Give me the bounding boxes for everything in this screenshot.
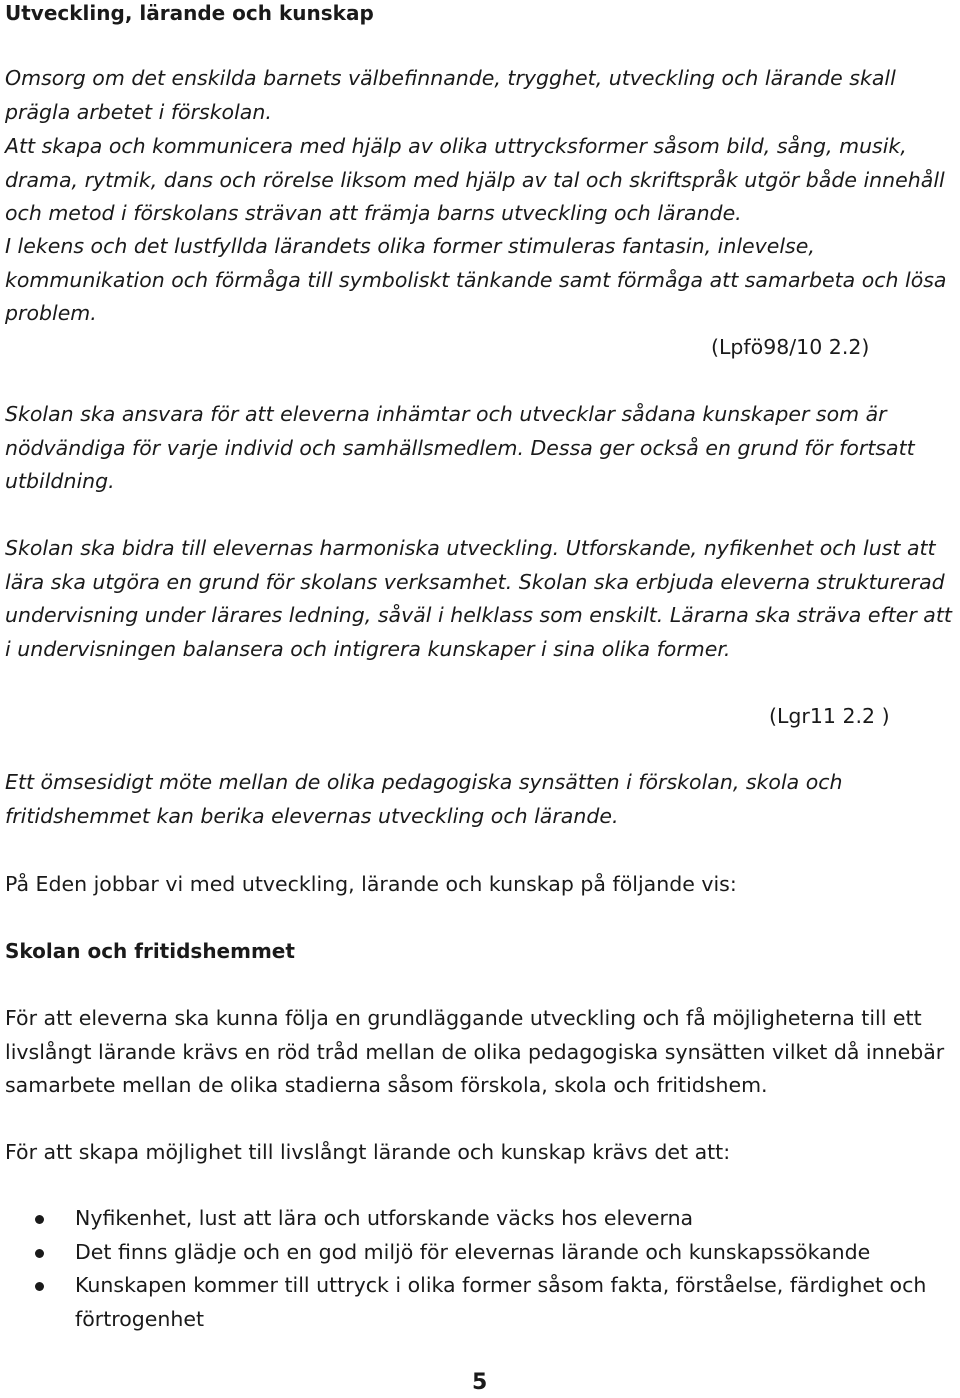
bullet-icon [35, 1282, 44, 1291]
shared-paragraph: Ett ömsesidigt möte mellan de olika pedagogiska synsätten i förskolan, skola och fritidshemmet kan berika elevernas utveckling och lärande. [5, 770, 843, 828]
list-item-text: Kunskapen kommer till uttryck i olika former såsom fakta, förståelse, färdighet och förtrogenhet [75, 1273, 927, 1331]
lpfo-reference: (Lpfö98/10 2.2) [711, 335, 870, 359]
list-item-text: Nyfikenhet, lust att lära och utforskande väcks hos eleverna [75, 1206, 694, 1230]
lgr-reference: (Lgr11 2.2 ) [769, 704, 890, 728]
list-item [5, 1202, 957, 1236]
section-paragraph: För att eleverna ska kunna följa en grundläggande utveckling och få möjligheterna till ett livslångt lärande krävs en röd tråd mellan de olika pedagogiska synsätten vilket då innebär samarbete mellan de olika stadierna såsom förskola, skola och fritidshem. [5, 1006, 945, 1097]
list-item-text: Det finns glädje och en god miljö för elevernas lärande och kunskapssökande [75, 1239, 871, 1264]
list-intro: För att skapa möjlighet till livslångt lärande och kunskap krävs det att: [5, 1140, 731, 1164]
list-item [5, 1236, 957, 1270]
page-number: 5 [472, 1370, 488, 1395]
lpfo-paragraph-2: Att skapa och kommunicera med hjälp av olika uttrycksformer såsom bild, sång, musik, drama, rytmik, dans och rörelse liksom med hjälp av tal och skriftspråk utgör både innehåll och metod i förskolans strävan att främja barns utveckling och lärande. [5, 134, 945, 225]
bullet-icon [35, 1215, 44, 1224]
bullet-icon [35, 1249, 44, 1258]
page-title: Utveckling, lärande och kunskap [5, 1, 374, 25]
list-item [5, 1269, 957, 1336]
lgr-paragraph-2: Skolan ska bidra till elevernas harmoniska utveckling. Utforskande, nyfikenhet och lust att lära ska utgöra en grund för skolans verksamhet. Skolan ska erbjuda eleverna strukturerad undervisning under lärares ledning, såväl i helklass som enskilt. Lärarna ska sträva efter att i undervisningen balansera och intigrera kunskaper i sina olika former. [5, 536, 952, 661]
bullet-list [5, 1202, 957, 1336]
intro-paragraph: På Eden jobbar vi med utveckling, lärande och kunskap på följande vis: [5, 872, 737, 896]
lgr-paragraph-1: Skolan ska ansvara för att eleverna inhämtar och utvecklar sådana kunskaper som är nödvändiga för varje individ och samhällsmedlem. Dessa ger också en grund för fortsatt utbildning. [5, 402, 915, 493]
lpfo-paragraph-3: I lekens och det lustfyllda lärandets olika former stimuleras fantasin, inlevelse, kommunikation och förmåga till symboliskt tänkande samt förmåga att samarbeta och lösa problem. [5, 234, 947, 325]
section-heading: Skolan och fritidshemmet [5, 939, 295, 963]
lpfo-paragraph-1: Omsorg om det enskilda barnets välbefinnande, trygghet, utveckling och lärande skall prägla arbetet i förskolan. [5, 66, 896, 124]
